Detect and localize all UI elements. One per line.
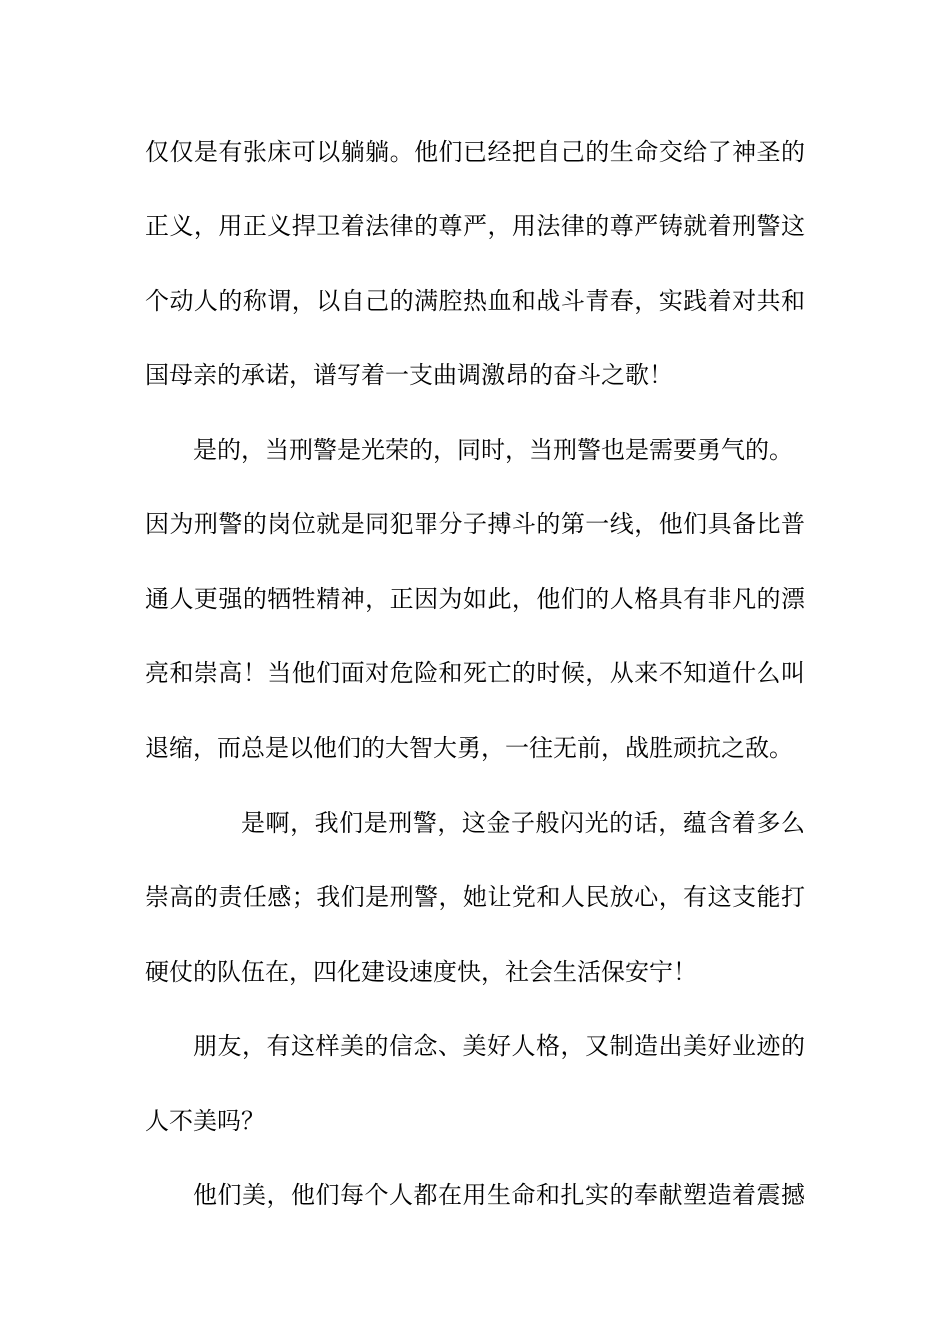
text-line: 因为刑警的岗位就是同犯罪分子搏斗的第一线，他们具备比普 — [145, 510, 805, 538]
text-line: 亮和崇高！当他们面对危险和死亡的时候，从来不知道什么叫 — [145, 659, 805, 687]
text-line: 通人更强的牺牲精神，正因为如此，他们的人格具有非凡的漂 — [145, 585, 805, 613]
text-line: 正义，用正义捍卫着法律的尊严，用法律的尊严铸就着刑警这 — [145, 212, 805, 240]
text-line: 个动人的称谓，以自己的满腔热血和战斗青春，实践着对共和 — [145, 287, 805, 315]
paragraph-first-line: 他们美，他们每个人都在用生命和扎实的奉献塑造着震撼 — [193, 1181, 805, 1209]
paragraph-first-line: 朋友，有这样美的信念、美好人格，又制造出美好业迹的 — [193, 1032, 805, 1060]
paragraph-first-line: 是啊，我们是刑警，这金子般闪光的话，蕴含着多么 — [241, 809, 805, 837]
text-line: 退缩，而总是以他们的大智大勇，一往无前，战胜顽抗之敌。 — [145, 734, 793, 762]
text-line: 国母亲的承诺，谱写着一支曲调激昂的奋斗之歌！ — [145, 361, 673, 389]
text-line: 人不美吗？ — [145, 1107, 265, 1135]
text-line: 崇高的责任感；我们是刑警，她让党和人民放心，有这支能打 — [145, 883, 805, 911]
text-line: 仅仅是有张床可以躺躺。他们已经把自己的生命交给了神圣的 — [145, 138, 805, 166]
paragraph-first-line: 是的，当刑警是光荣的，同时，当刑警也是需要勇气的。 — [193, 436, 793, 464]
text-line: 硬仗的队伍在，四化建设速度快，社会生活保安宁！ — [145, 958, 697, 986]
